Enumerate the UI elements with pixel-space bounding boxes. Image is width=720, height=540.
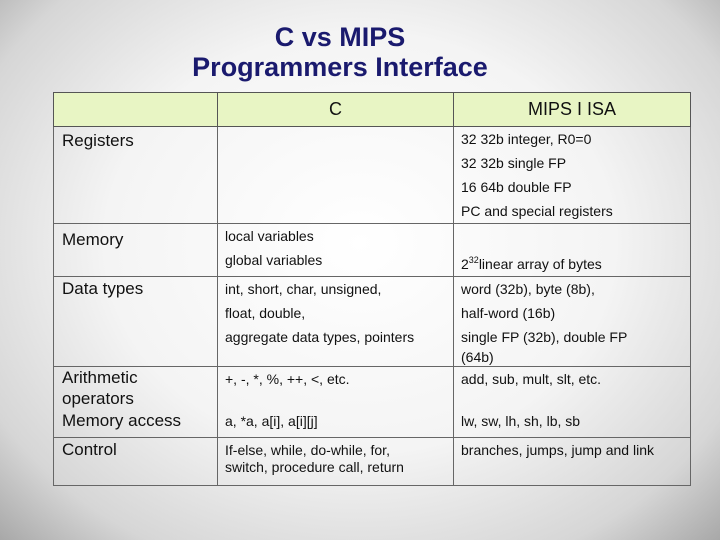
arithmetic-label-line-2: operators: [62, 389, 134, 408]
registers-mips-line-3: 16 64b double FP: [461, 179, 572, 195]
row-memory: [54, 224, 691, 277]
registers-mips: [454, 127, 691, 224]
data-types-label: Data types: [54, 277, 218, 367]
memory-label: Memory: [54, 224, 218, 277]
header-mips: MIPS I ISA: [454, 93, 691, 127]
control-label: Control: [54, 437, 218, 485]
data-types-mips-line-1: word (32b), byte (8b),: [461, 281, 595, 297]
memory-access-mips: lw, sw, lh, sh, lb, sb: [454, 409, 691, 437]
memory-mips-base: 2: [461, 256, 469, 272]
memory-c-line-2: global variables: [225, 252, 323, 268]
data-types-mips: [454, 277, 691, 367]
header-row: [54, 93, 691, 127]
data-types-c: [218, 277, 454, 367]
arithmetic-c: +, -, *, %, ++, <, etc.: [218, 367, 454, 410]
data-types-c-line-1: int, short, char, unsigned,: [225, 281, 382, 297]
arithmetic-label: [54, 367, 218, 410]
data-types-c-line-3: aggregate data types, pointers: [225, 329, 415, 345]
data-types-mips-line-3: single FP (32b), double FP: [461, 329, 628, 345]
control-c-line-1: If-else, while, do-while, for,: [225, 441, 390, 458]
arithmetic-label-line-1: Arithmetic: [62, 368, 138, 387]
memory-c-line-1: local variables: [225, 228, 314, 244]
memory-access-label: Memory access: [54, 409, 218, 437]
data-types-c-line-2: float, double,: [225, 305, 306, 321]
comparison-table: [53, 92, 691, 486]
title-line-1: C vs MIPS: [274, 22, 406, 52]
row-control: [54, 437, 691, 485]
header-blank: [54, 93, 218, 127]
memory-access-c: a, *a, a[i], a[i][j]: [218, 409, 454, 437]
header-c: C: [218, 93, 454, 127]
registers-mips-line-2: 32 32b single FP: [461, 155, 567, 171]
slide-title: [0, 22, 680, 82]
memory-c: [218, 224, 454, 277]
row-registers: [54, 127, 691, 224]
memory-mips-text: linear array of bytes: [478, 256, 602, 272]
registers-c: [218, 127, 454, 224]
control-c-line-2: switch, procedure call, return: [225, 458, 404, 475]
memory-mips-exponent: 32: [468, 255, 479, 265]
registers-mips-line-4: PC and special registers: [461, 203, 613, 219]
registers-label: Registers: [54, 127, 218, 224]
control-c: [218, 437, 454, 485]
row-memory-access: [54, 409, 691, 437]
registers-mips-line-1: 32 32b integer, R0=0: [461, 131, 592, 147]
row-arithmetic: [54, 367, 691, 410]
memory-mips: [454, 224, 691, 277]
title-line-2: Programmers Interface: [192, 52, 488, 82]
data-types-mips-line-4: (64b): [461, 349, 494, 365]
row-data-types: [54, 277, 691, 367]
arithmetic-mips: add, sub, mult, slt, etc.: [454, 367, 691, 410]
control-mips: branches, jumps, jump and link: [454, 437, 691, 485]
data-types-mips-line-2: half-word (16b): [461, 305, 556, 321]
